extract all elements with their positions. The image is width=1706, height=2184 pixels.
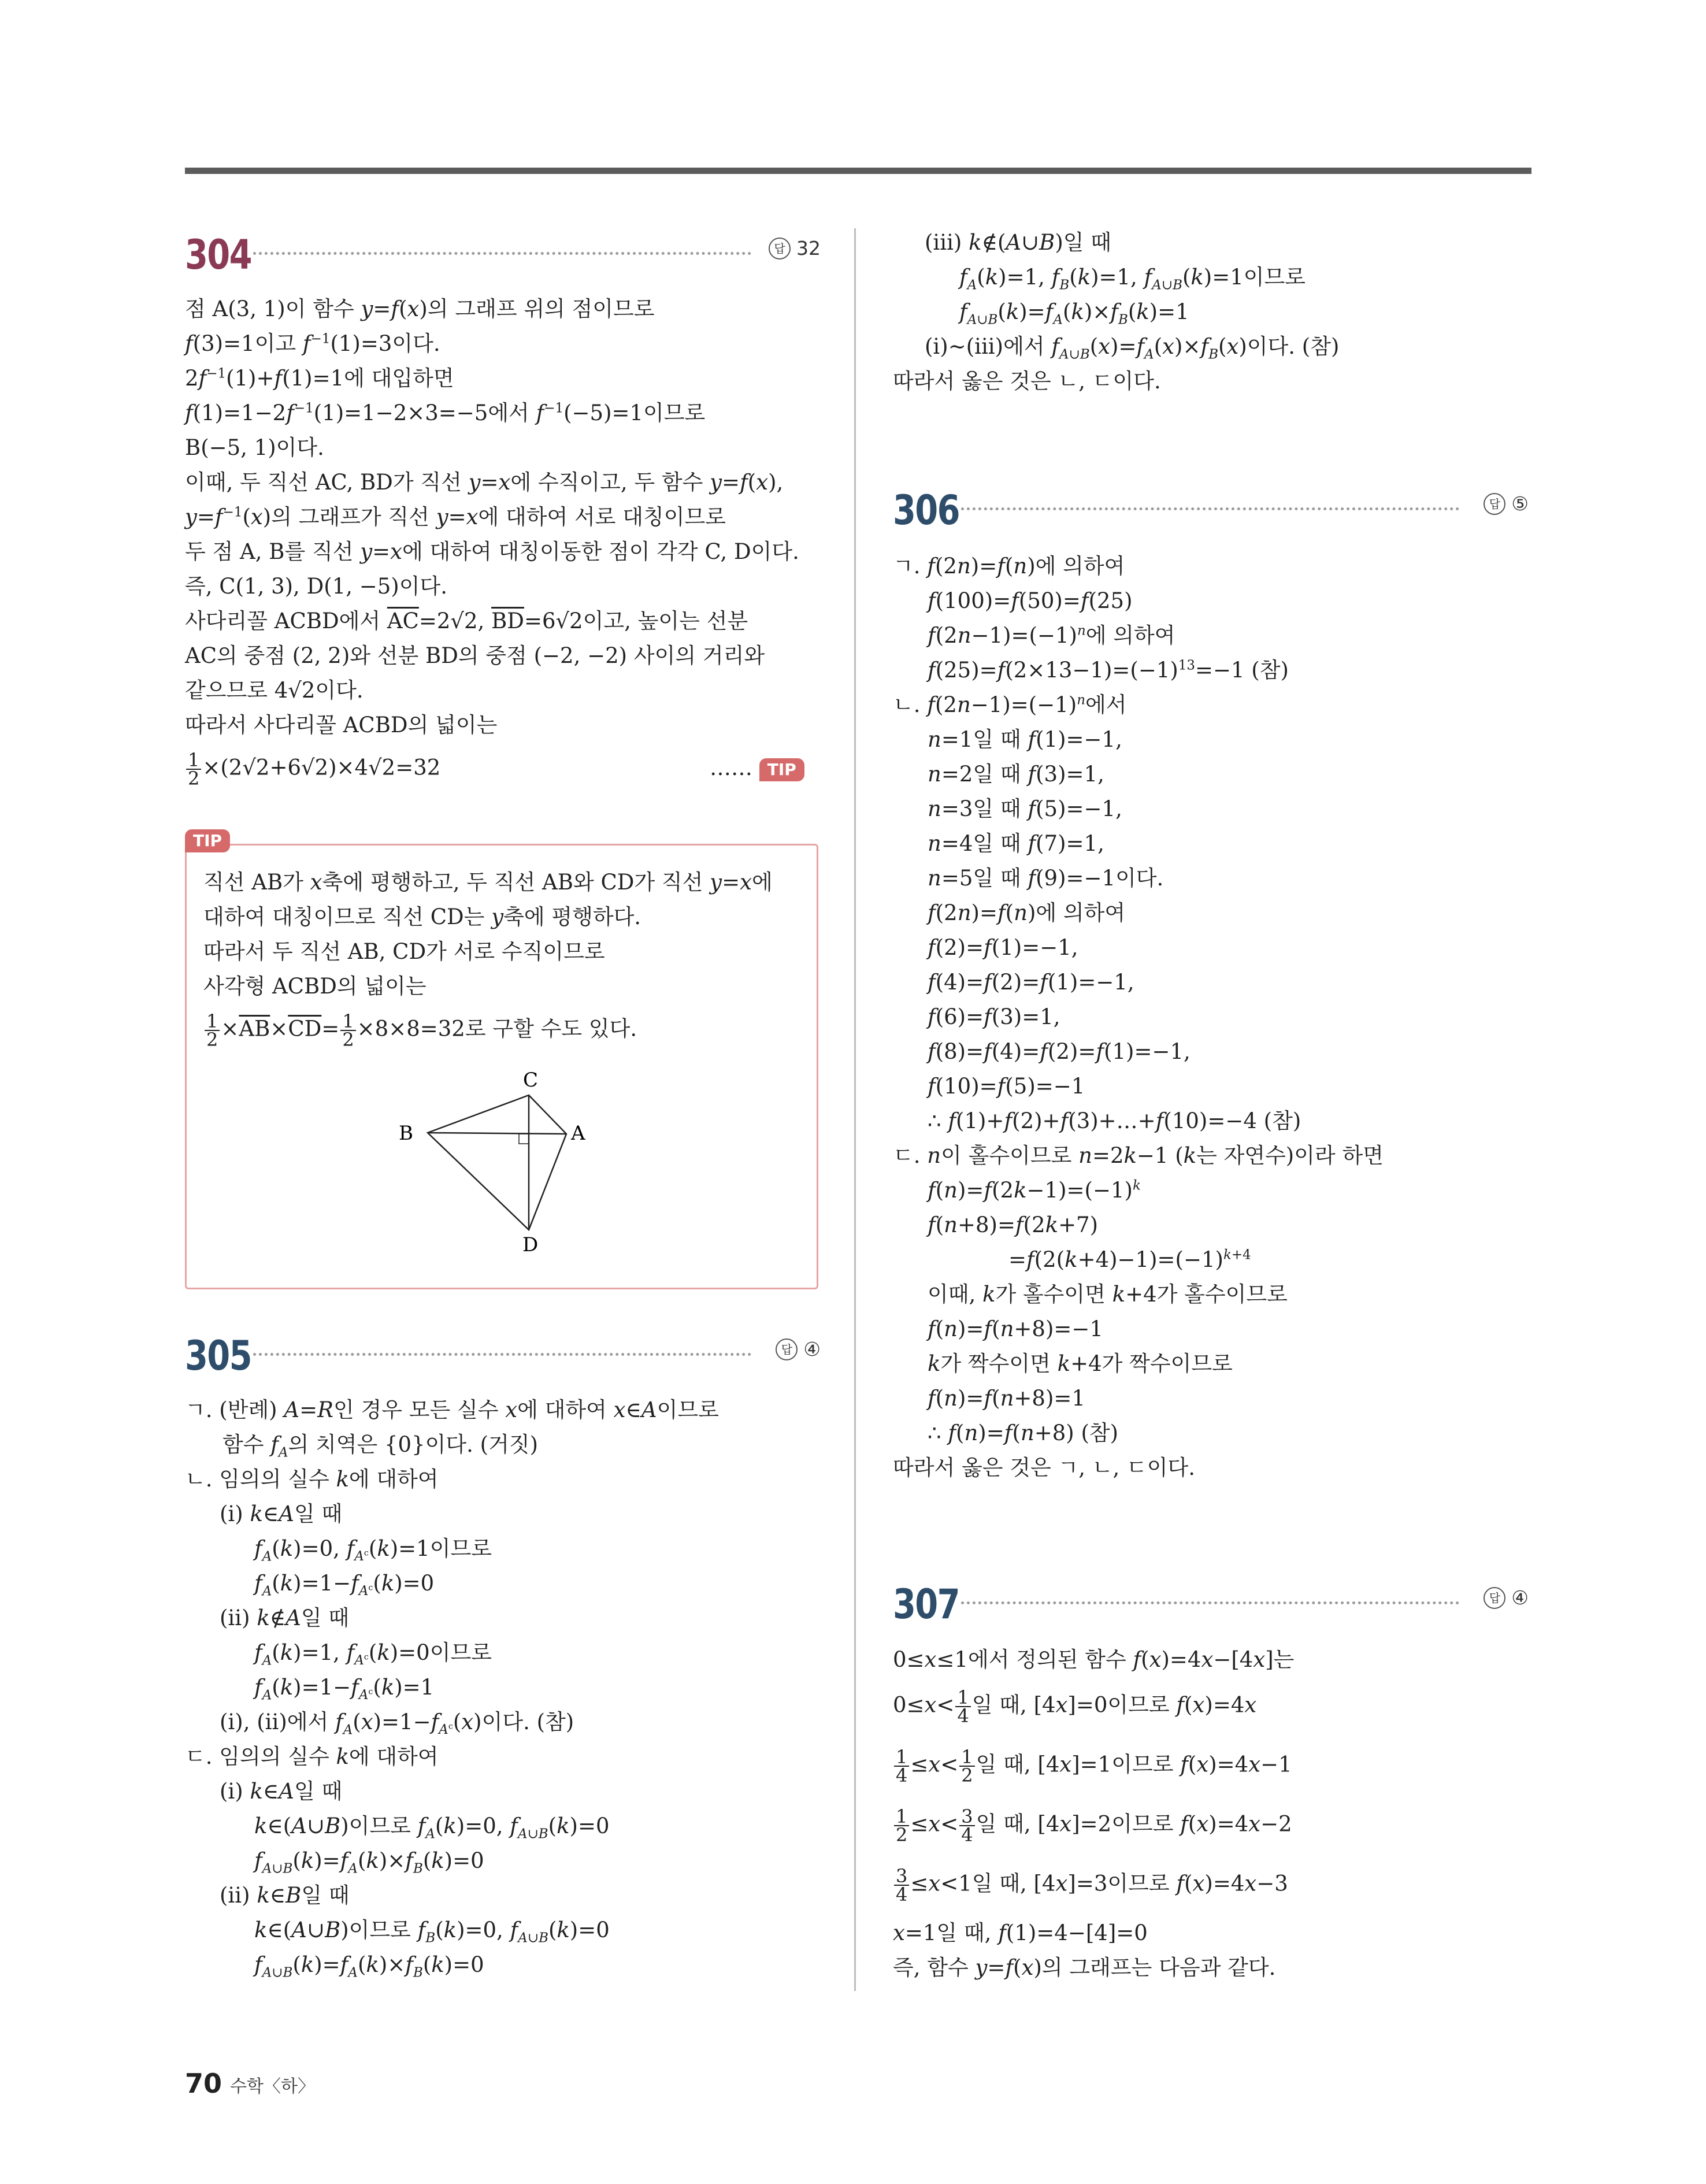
solution-line: f(10)=f(5)=−1 xyxy=(928,1074,1085,1099)
solution-line: x=1일 때, f(1)=4−[4]=0 xyxy=(893,1920,1148,1945)
solution-line: ∴ f(n)=f(n+8) (참) xyxy=(928,1421,1119,1445)
tip-badge: TIP xyxy=(185,829,230,852)
solution-line: $=f(2(k+4)-1)=(-1)^{k+4}$ xyxy=(1008,1247,1251,1272)
solution-line: f(n)=f(n+8)=−1 xyxy=(928,1317,1103,1341)
leader-dots xyxy=(253,252,751,255)
answer xyxy=(769,237,821,259)
answer xyxy=(1484,492,1529,515)
solution-line: 두 점 A, B를 직선 y=x에 대하여 대칭이동한 점이 각각 C, D이다. xyxy=(185,539,799,564)
solution-line: f(3)=1이고 $f^{-1}(1)=3$이다. xyxy=(185,331,440,356)
solution-line: ㄴ. 임의의 실수 k에 대하여 xyxy=(185,1467,439,1492)
solution-line: $f_A(k)=1$, $f_{A^c}(k)=0$이므로 xyxy=(254,1640,492,1668)
problem-number: 306 xyxy=(893,487,959,534)
label-b: B xyxy=(399,1122,413,1145)
solution-line: ㄷ. 임의의 실수 k에 대하여 xyxy=(185,1744,439,1769)
solution-line: $\frac{1}{2}$ ×(2√2+6√2)×4√2=32 xyxy=(185,751,440,787)
solution-line: $f(1)=1-2f^{-1}(1)=1-2\times 3=-5$에서 $f^{-1}(-5)=1$이므로 xyxy=(185,401,706,425)
solution-line: (ii) k∉A일 때 xyxy=(220,1605,350,1630)
answer-icon: 답 xyxy=(1484,1587,1505,1609)
problem-header xyxy=(893,1581,1529,1627)
tip-line: 대하여 대칭이므로 직선 CD는 y축에 평행하다. xyxy=(203,904,641,929)
solution-line: $2f^{-1}(1)+f(1)=1$에 대입하면 xyxy=(185,366,454,391)
solution-line: f(n)=f(n+8)=1 xyxy=(928,1386,1085,1411)
tip-label xyxy=(185,829,230,852)
tip-line: 사각형 ACBD의 넓이는 xyxy=(203,974,426,999)
solution-line: $f_{A\cup B}(k)=f_A(k)\times f_B(k)=0$ xyxy=(254,1848,484,1877)
label-c: C xyxy=(523,1069,539,1092)
answer-value: ⑤ xyxy=(1511,492,1529,515)
top-rule xyxy=(185,168,1531,174)
answer-value: ④ xyxy=(803,1338,821,1360)
solution-line: $f_A(k)=1-f_{A^c}(k)=1$ xyxy=(254,1675,435,1703)
page-number: 70 xyxy=(185,2068,222,2099)
problem-number: 305 xyxy=(185,1332,251,1380)
solution-line: 사다리꼴 ACBD에서 $\overline{AC}=2√2$, $\overline{BD}=6√2$이고, 높이는 선분 xyxy=(185,609,748,633)
tip-ref-dots: …… xyxy=(710,755,759,780)
column-divider xyxy=(854,228,856,1991)
solution-line: (ii) k∈B일 때 xyxy=(220,1883,350,1908)
solution-line: $f_A(k)=1-f_{A^c}(k)=0$ xyxy=(254,1571,435,1599)
tip-line: $\frac{1}{2}$ $\times\overline{AB}\times\overline{CD}=$ $\frac{1}{2}$ ×8×8=32로 구할 수도 있다. xyxy=(203,1013,637,1048)
solution-line: $y=f^{-1}(x)$의 그래프가 직선 y=x에 대하여 서로 대칭이므로 xyxy=(185,505,726,529)
book-title: 수학〈하〉 xyxy=(230,2077,315,2097)
leader-dots xyxy=(253,1353,751,1356)
solution-line: k∈(A∪B)이므로 $f_B(k)=0$, $f_{A\cup B}(k)=0$ xyxy=(254,1918,610,1946)
answer xyxy=(776,1338,821,1360)
solution-line: 이때, 두 직선 AC, BD가 직선 y=x에 수직이고, 두 함수 y=f(x), xyxy=(185,470,784,495)
solution-line: (i), (ii)에서 $f_A(x)=1-f_{A^c}(x)$이다. (참) xyxy=(220,1710,574,1738)
tip-reference xyxy=(710,752,804,784)
tip-line: 따라서 두 직선 AB, CD가 서로 수직이므로 xyxy=(203,939,605,964)
problem-header xyxy=(893,487,1529,533)
solution-line: k가 짝수이면 k+4가 짝수이므로 xyxy=(928,1351,1233,1376)
leader-dots xyxy=(961,507,1459,510)
tip-ref-badge: TIP xyxy=(759,758,804,781)
solution-line: f(6)=f(3)=1, xyxy=(928,1004,1060,1029)
solution-line: 0≤x< $\frac{1}{4}$ 일 때, [4x]=0이므로 f(x)=4x xyxy=(893,1686,1257,1727)
solution-line: $f_A(k)=1$, $f_B(k)=1$, $f_{A\cup B}(k)=1$이므로 xyxy=(959,265,1306,293)
answer xyxy=(1484,1586,1529,1609)
solution-line: $f_{A\cup B}(k)=f_A(k)\times f_B(k)=0$ xyxy=(254,1952,484,1981)
solution-line: 함수 $f_A$의 치역은 {0}이다. (거짓) xyxy=(222,1432,539,1460)
solution-line: $\frac{3}{4}$ ≤x<1일 때, [4x]=3이므로 f(x)=4x−3 xyxy=(893,1867,1288,1903)
solution-line: 따라서 사다리꼴 ACBD의 넓이는 xyxy=(185,713,498,737)
solution-line: n=5일 때 f(9)=−1이다. xyxy=(928,866,1164,891)
solution-line: (i)~(iii)에서 $f_{A\cup B}(x)=f_A(x)\times f_B(x)$이다. (참) xyxy=(925,334,1340,362)
solution-line: ㄱ. f(2n)=f(n)에 의하여 xyxy=(893,554,1125,579)
solution-line: ∴ f(1)+f(2)+f(3)+…+f(10)=−4 (참) xyxy=(928,1108,1301,1133)
label-d: D xyxy=(522,1233,539,1256)
solution-line: AC의 중점 (2, 2)와 선분 BD의 중점 (−2, −2) 사이의 거리와 xyxy=(185,643,765,668)
solution-line: 따라서 옳은 것은 ㄴ, ㄷ이다. xyxy=(893,369,1161,394)
quadrilateral-diagram xyxy=(393,1063,613,1260)
solution-line: (i) k∈A일 때 xyxy=(220,1501,343,1526)
solution-line: $\frac{1}{4}$ ≤x< $\frac{1}{2}$ 일 때, [4x]=1이므로 f(x)=4x−1 xyxy=(893,1748,1292,1784)
solution-line: f(8)=f(4)=f(2)=f(1)=−1, xyxy=(928,1039,1191,1064)
answer-icon: 답 xyxy=(769,238,791,259)
solution-line: 점 A(3, 1)이 함수 y=f(x)의 그래프 위의 점이므로 xyxy=(185,296,655,321)
solution-line: f(n+8)=f(2k+7) xyxy=(928,1212,1099,1237)
solution-line: f(2)=f(1)=−1, xyxy=(928,935,1078,960)
answer-icon: 답 xyxy=(1484,493,1505,515)
solution-line: ㄱ. (반례) A=R인 경우 모든 실수 x에 대하여 x∈A이므로 xyxy=(185,1397,719,1422)
solution-line: $f(n)=f(2k-1)=(-1)^k$ xyxy=(928,1178,1141,1203)
solution-line: (iii) k∉(A∪B)일 때 xyxy=(925,230,1112,255)
solution-line: (i) k∈A일 때 xyxy=(220,1779,343,1804)
solution-line: k∈(A∪B)이므로 $f_A(k)=0$, $f_{A\cup B}(k)=0$ xyxy=(254,1814,610,1842)
solution-line: $f(2n-1)=(-1)^n$에 의하여 xyxy=(928,623,1175,648)
solution-line: ㄴ. $f(2n-1)=(-1)^n$에서 xyxy=(893,692,1127,717)
solution-line: 0≤x≤1에서 정의된 함수 f(x)=4x−[4x]는 xyxy=(893,1647,1295,1672)
solution-line: 같으므로 4√2이다. xyxy=(185,678,364,703)
answer-icon: 답 xyxy=(776,1338,798,1360)
solution-line: $\frac{1}{2}$ ≤x< $\frac{3}{4}$ 일 때, [4x]=2이므로 f(x)=4x−2 xyxy=(893,1808,1292,1844)
solution-line: B(−5, 1)이다. xyxy=(185,435,324,460)
problem-number: 304 xyxy=(185,231,251,279)
problem-number: 307 xyxy=(893,1581,959,1628)
problem-header xyxy=(185,1332,821,1378)
solution-line: n=1일 때 f(1)=−1, xyxy=(928,727,1122,752)
solution-line: n=4일 때 f(7)=1, xyxy=(928,831,1104,856)
leader-dots xyxy=(961,1601,1459,1604)
solution-line: 즉, 함수 y=f(x)의 그래프는 다음과 같다. xyxy=(893,1955,1276,1980)
solution-line: $f_A(k)=0$, $f_{A^c}(k)=1$이므로 xyxy=(254,1536,492,1564)
label-a: A xyxy=(571,1122,585,1145)
solution-line: f(100)=f(50)=f(25) xyxy=(928,588,1133,613)
problem-header xyxy=(185,231,821,277)
solution-line: 따라서 옳은 것은 ㄱ, ㄴ, ㄷ이다. xyxy=(893,1455,1195,1480)
solution-line: n=3일 때 f(5)=−1, xyxy=(928,796,1122,821)
solution-line: ㄷ. n이 홀수이므로 n=2k−1 (k는 자연수)이라 하면 xyxy=(893,1143,1384,1168)
solution-line: $f_{A\cup B}(k)=f_A(k)\times f_B(k)=1$ xyxy=(959,299,1189,328)
solution-line: $f(25)=f(2\times 13-1)=(-1)^{13}=-1$ (참) xyxy=(928,658,1289,683)
answer-value: ④ xyxy=(1511,1586,1529,1609)
tip-line: 직선 AB가 x축에 평행하고, 두 직선 AB와 CD가 직선 y=x에 xyxy=(203,870,773,895)
solution-line: 이때, k가 홀수이면 k+4가 홀수이므로 xyxy=(928,1282,1288,1307)
solution-line: f(2n)=f(n)에 의하여 xyxy=(928,900,1126,925)
solution-line: 즉, C(1, 3), D(1, −5)이다. xyxy=(185,574,447,599)
solution-line: n=2일 때 f(3)=1, xyxy=(928,762,1104,787)
answer-value: 32 xyxy=(796,237,821,259)
solution-line: f(4)=f(2)=f(1)=−1, xyxy=(928,970,1134,995)
